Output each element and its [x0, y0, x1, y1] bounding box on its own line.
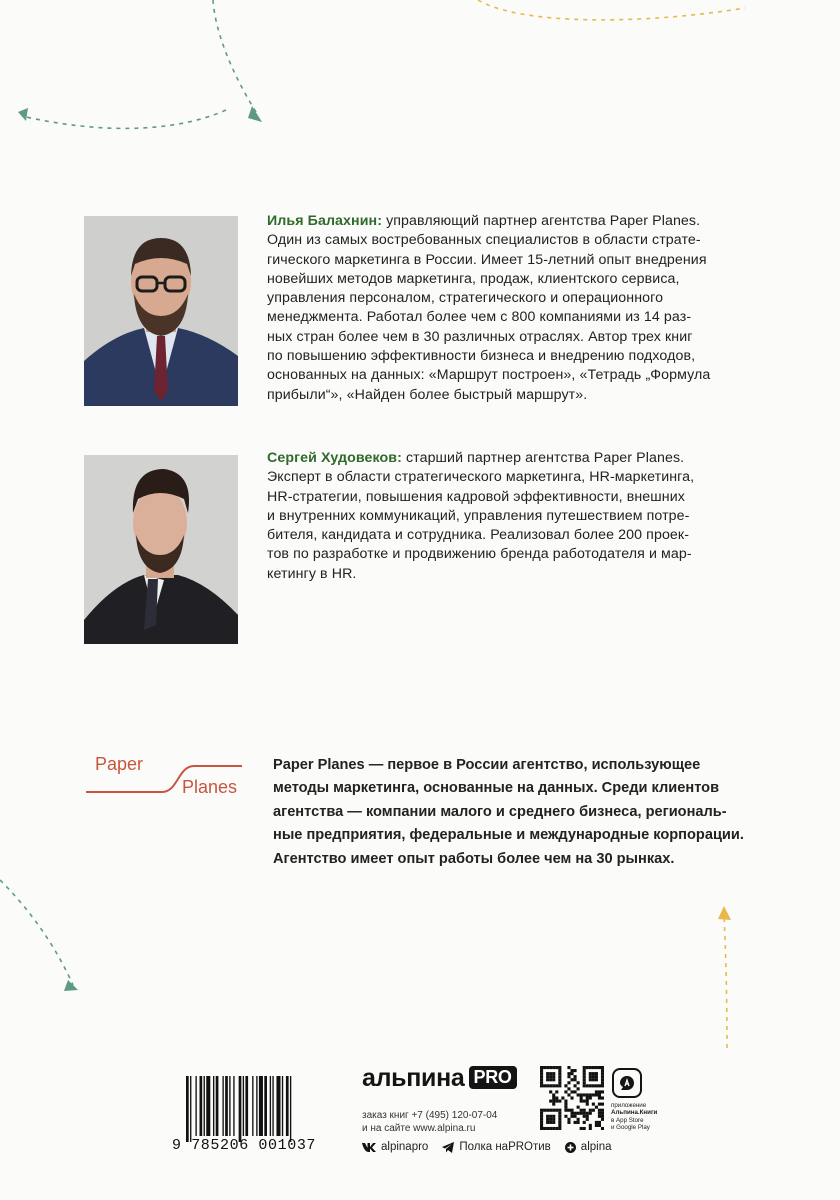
author-photo-balakhnin	[84, 216, 238, 406]
vk-icon	[362, 1142, 376, 1152]
agency-description: Paper Planes — первое в России агентство, использующее методы маркетинга, основанные на данных. Среди клиентов агентства — компании малого и среднего бизнеса, региональ- ные предприятия, федеральные и международные корпорации. Агентство имеет опыт работы более чем на 30 рынках.	[273, 757, 744, 867]
qr-code	[540, 1066, 604, 1130]
author-bio-balakhnin: Илья Балахнин: управляющий партнер агентства Paper Planes. Один из самых востребованных специалистов в области страте- гического маркетинга в России. Имеет 15-летний опыт внедрения новейших методов маркетинга, продаж, клиентского сервиса, управления персоналом, стратегического и операционного менеджмента. Работал более чем с 800 компаниями из 14 раз- ных стран более чем в 30 различных отраслях. Автор трех книг по повышению эффективности бизнеса и внедрению подходов, основанных на данных: «Маршрут построен», «Тетрадь „Формула прибыли“», «Найден более быстрый маршрут».	[267, 213, 711, 403]
paper-planes-logo: Paper Planes	[82, 748, 242, 808]
author-name: Илья Балахнин:	[267, 213, 383, 229]
social-alpina[interactable]: alpina	[565, 1141, 612, 1153]
publisher-logo: альпина PRO	[362, 1064, 517, 1093]
telegram-icon	[442, 1142, 454, 1153]
publisher-pro-badge: PRO	[469, 1066, 517, 1089]
plus-icon	[565, 1142, 576, 1153]
order-info: заказ книг +7 (495) 120-07-04 и на сайте www.alpina.ru	[362, 1110, 498, 1134]
social-vk[interactable]: alpinapro	[362, 1141, 428, 1153]
author-bio-khudovekov: Сергей Худовеков: старший партнер агентства Paper Planes. Эксперт в области стратегического маркетинга, HR-маркетинга, HR-стратегии, повышения кадровой эффективности, внешних и внутренних коммуникаций, управления путешествием потре- бителя, кандидата и сотрудника. Реализовал более 200 проек- тов по разработке и продвижению бренда работодателя и мар- кетингу в HR.	[267, 450, 695, 582]
social-links	[362, 1141, 612, 1153]
social-telegram[interactable]: Полка наPROтив	[442, 1141, 550, 1153]
author-name: Сергей Худовеков:	[267, 450, 402, 466]
alpina-app-icon[interactable]	[612, 1068, 642, 1098]
isbn-number: 9 785206 001037	[172, 1137, 317, 1154]
isbn-barcode	[186, 1076, 336, 1142]
app-store-info: приложение Альпина.Книги в App Store и Google Play	[611, 1102, 658, 1132]
author-photo-khudovekov	[84, 455, 238, 644]
